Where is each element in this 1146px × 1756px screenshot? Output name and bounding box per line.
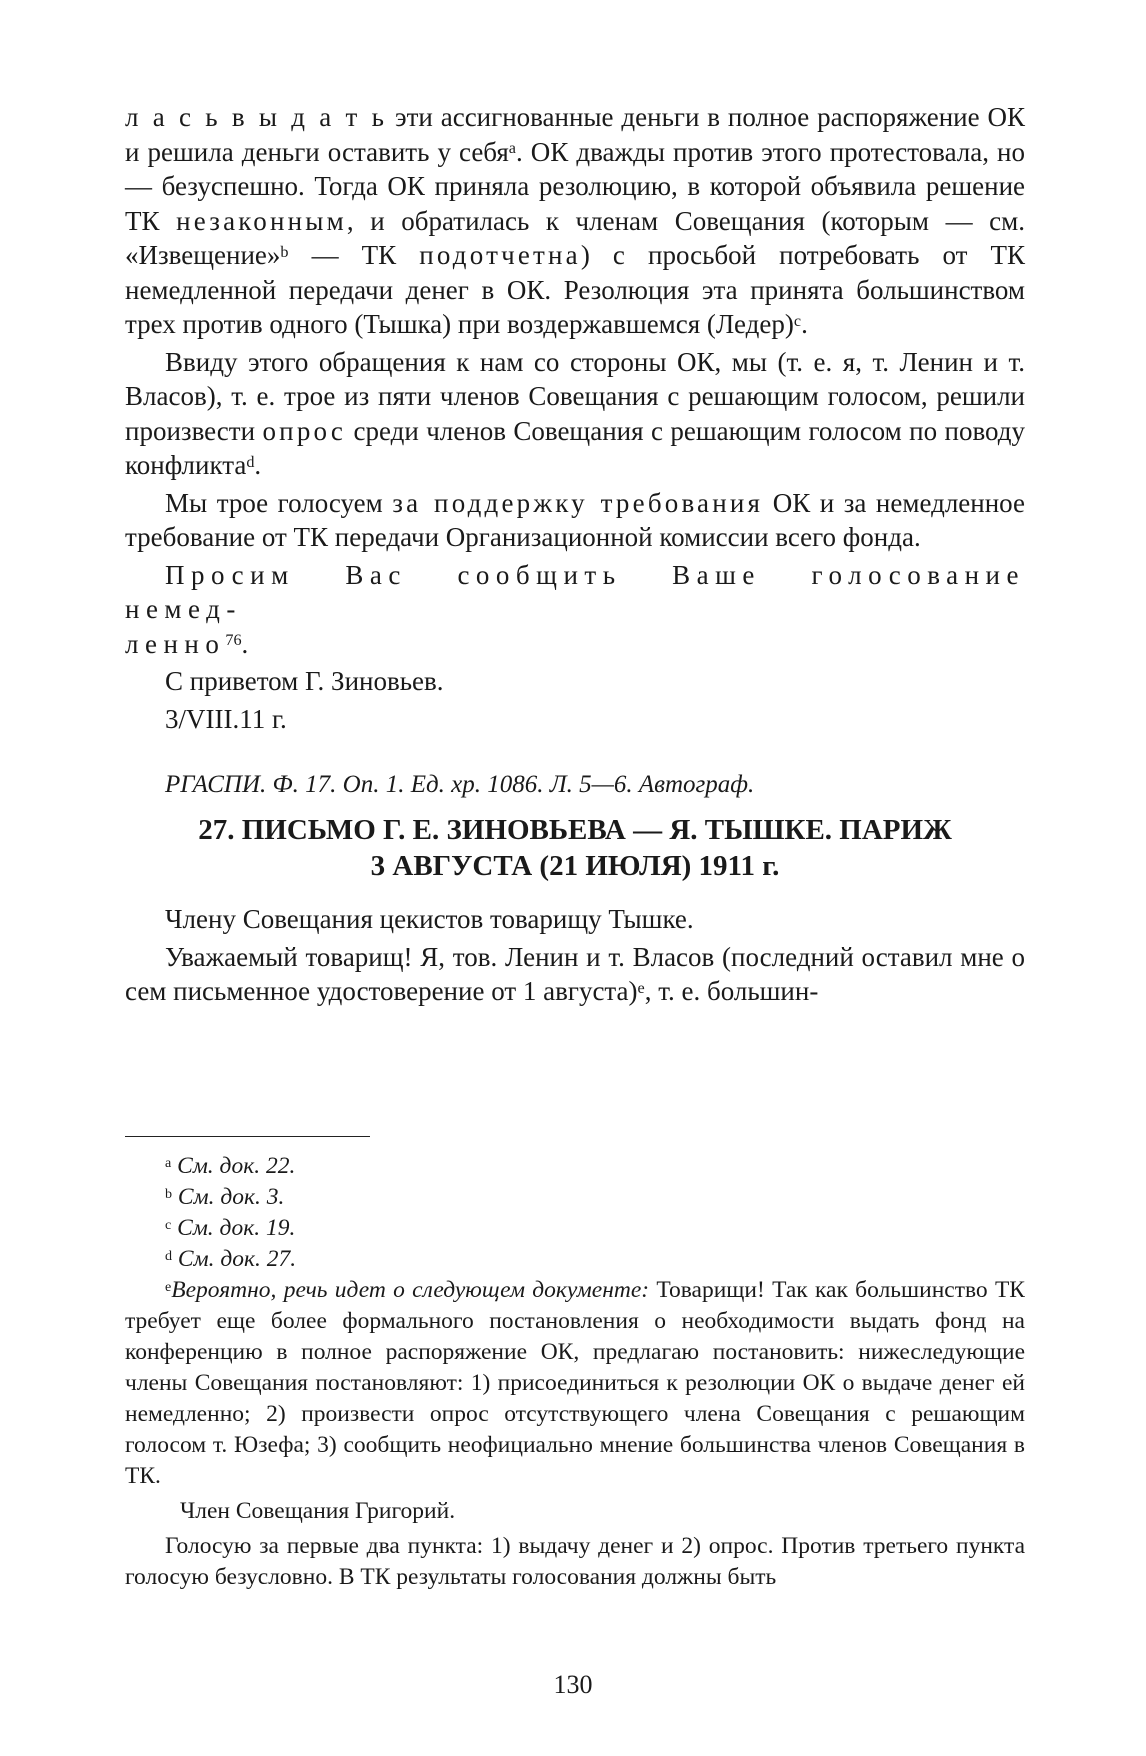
document-heading [125,812,1025,884]
spaced-text: ленно [125,628,226,659]
footnote-d [125,1244,1025,1275]
footnote-divider [125,1136,370,1137]
text-run: — ТК [288,240,420,270]
footnote-mark: e [165,1278,172,1295]
footnote-mark: d [165,1247,173,1264]
spaced-line: Просим Вас сообщить Ваше голосование немед- [125,559,1025,624]
text-run: ) с просьбой потребовать от ТК немедленной передачи денег в ОК. Резолюция эта принята большинством трех против одного (Тышка) при воздержавшемся (Ледер) [125,240,1025,339]
footnote-mark: b [165,1185,173,1202]
text-run: ОК и за немедленное требование от ТК передачи Организационной комиссии всего фонда. [125,487,1025,552]
text-run: . [801,309,808,339]
text-run: Ввиду этого обращения к нам со стороны ОК, мы (т. е. я, т. Ленин и т. Власов), т. е. трое из пяти членов Совещания с решающим голосом, решили произвести [125,346,1025,446]
text-run: эти ассигнованные деньги в полное распоряжение ОК и решила деньги оставить у себя [125,102,1025,167]
footnote-mark: a [165,1154,172,1171]
footnote-ref-d: d [246,452,255,471]
archive-reference: РГАСПИ. Ф. 17. Оп. 1. Ед. хр. 1086. Л. 5—6. Автограф. [165,771,755,798]
greeting: С приветом Г. Зиновьев. [165,666,444,696]
text-run: . ОК дважды против этого протестовала, но — безуспешно. Тогда ОК приняла резолюцию, в которой объявила решение ТК [125,136,1025,236]
footnotes [125,1151,1025,1593]
text-run: Уважаемый товарищ! Я, тов. Ленин и т. Власов (последний оставил мне о сем письменное удостоверение от 1 августа) [125,941,1025,1006]
spaced-text: опрос [262,415,347,446]
paragraph-4 [125,558,1025,662]
main-text [125,100,1025,803]
footnote-text: См. док. 22. [177,1153,296,1179]
footnote-ref-b: b [280,242,289,261]
footnote-text: См. док. 19. [177,1215,296,1241]
footnote-mark: c [165,1216,172,1233]
page-number: 130 [553,1670,593,1699]
letter-paragraph-1 [125,940,1025,1009]
addressee: Члену Совещания цекистов товарищу Тышке. [165,904,694,934]
letter-date: 3/VIII.11 г. [165,703,287,734]
footnote-ref-e: e [637,978,645,997]
footnote-ref-a: a [508,139,516,158]
footnote-b [125,1182,1025,1213]
endnote-ref: 76 [225,631,242,650]
text-run: среди членов Совещания с решающим голосом по поводу конфликта [125,415,1025,480]
text-run: . [241,628,249,659]
heading-line-1: 27. ПИСЬМО Г. Е. ЗИНОВЬЕВА — Я. ТЫШКЕ. ПАРИЖ [198,814,952,846]
footnote-intro: Вероятно, речь идет о следующем документе: [171,1277,650,1303]
footnote-e-vote: Голосую за первые два пункта: 1) выдачу денег и 2) опрос. Против третьего пункта голосую безусловно. В ТК результаты голосования должны быть [125,1533,1025,1590]
text-run: Мы трое голосуем [165,487,393,518]
paragraph-2 [125,345,1025,483]
text-run: , и обратилась к членам Совещания (которым — см. «Извещение» [125,205,1025,270]
letter-text [125,902,1025,1009]
footnote-a [125,1151,1025,1182]
footnote-text: Товарищи! Так как большинство ТК требует еще более формального постановления о необходимости выдать фонд на конференцию в полное распоряжение ОК, предлагаю постановить: нижеследующие члены Совещания постановляют: 1) присоединиться к резолюции ОК о выдаче денег ей немедленно; 2) произвести опрос отсутствующего члена Совещания с решающим голосом т. Юзефа; 3) сообщить неофициально мнение большинства членов Совещания в ТК. [125,1277,1025,1489]
text-run: , т. е. большин- [644,976,819,1006]
heading-line-2: 3 АВГУСТА (21 ИЮЛЯ) 1911 г. [370,850,780,882]
spaced-text: незаконным [176,205,347,236]
footnote-e [125,1275,1025,1492]
footnote-text: См. док. 27. [177,1246,297,1272]
spaced-line-end [125,627,1025,662]
footnote-c [125,1213,1025,1244]
spaced-text: подотчетна [419,240,581,270]
paragraph-3 [125,486,1025,555]
spaced-text: за поддержку требования [392,487,764,518]
footnote-text: См. док. 3. [177,1184,285,1210]
paragraph-1 [125,100,1025,342]
text-run: . [254,450,262,480]
footnote-e-signature: Член Совещания Григорий. [180,1498,456,1524]
spaced-text: л а с ь в ы д а т ь [125,102,388,132]
footnote-ref-c: c [793,311,802,330]
